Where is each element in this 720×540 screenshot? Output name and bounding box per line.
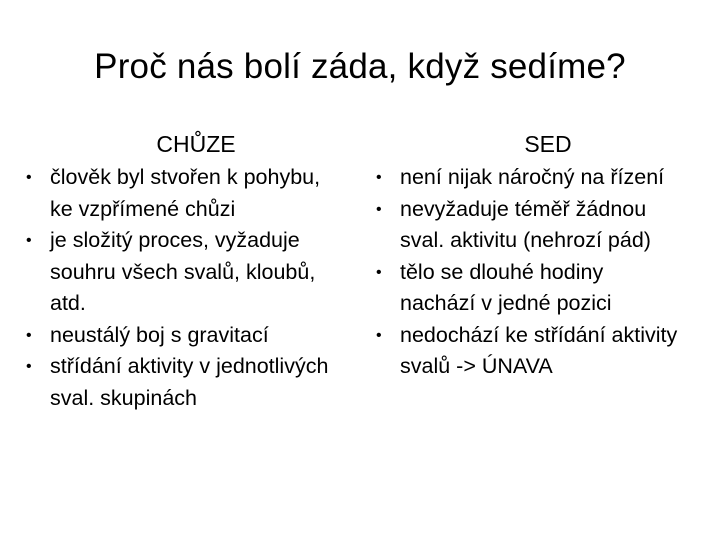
bullet-icon: • [26, 326, 32, 344]
list-item [20, 351, 330, 414]
left-bullet-list [20, 162, 330, 414]
bullet-text: tělo se dlouhé hodiny nachází v jedné pozici [400, 259, 612, 315]
list-item [370, 194, 680, 257]
bullet-icon: • [26, 232, 32, 249]
bullet-icon: • [376, 169, 382, 186]
list-item [20, 162, 330, 225]
bullet-text: nevyžaduje téměř žádnou sval. aktivitu (nehrozí pád) [400, 196, 651, 252]
right-column [370, 128, 680, 383]
list-item [370, 162, 680, 194]
list-item [370, 320, 680, 383]
bullet-icon: • [376, 263, 382, 281]
bullet-icon: • [376, 200, 382, 218]
left-column-heading: CHŮZE [156, 131, 236, 157]
list-item [20, 320, 330, 352]
bullet-icon: • [26, 169, 32, 186]
bullet-text: je složitý proces, vyžaduje souhru všech svalů, kloubů, atd. [50, 228, 316, 315]
bullet-text: neustálý boj s gravitací [50, 322, 269, 347]
slide-title: Proč nás bolí záda, když sedíme? [94, 47, 626, 86]
left-column [20, 128, 330, 414]
bullet-text: není nijak náročný na řízení [400, 165, 665, 189]
right-bullet-list [370, 162, 680, 383]
list-item [370, 257, 680, 320]
bullet-text: nedochází ke střídání aktivity svalů -> ÚNAVA [400, 322, 678, 378]
bullet-text: člověk byl stvořen k pohybu, ke vzpřímené chůzi [50, 165, 321, 221]
bullet-icon: • [376, 326, 382, 344]
bullet-icon: • [26, 358, 32, 375]
list-item [20, 225, 330, 320]
bullet-text: střídání aktivity v jednotlivých sval. skupinách [50, 354, 329, 410]
right-column-heading: SED [524, 131, 572, 157]
